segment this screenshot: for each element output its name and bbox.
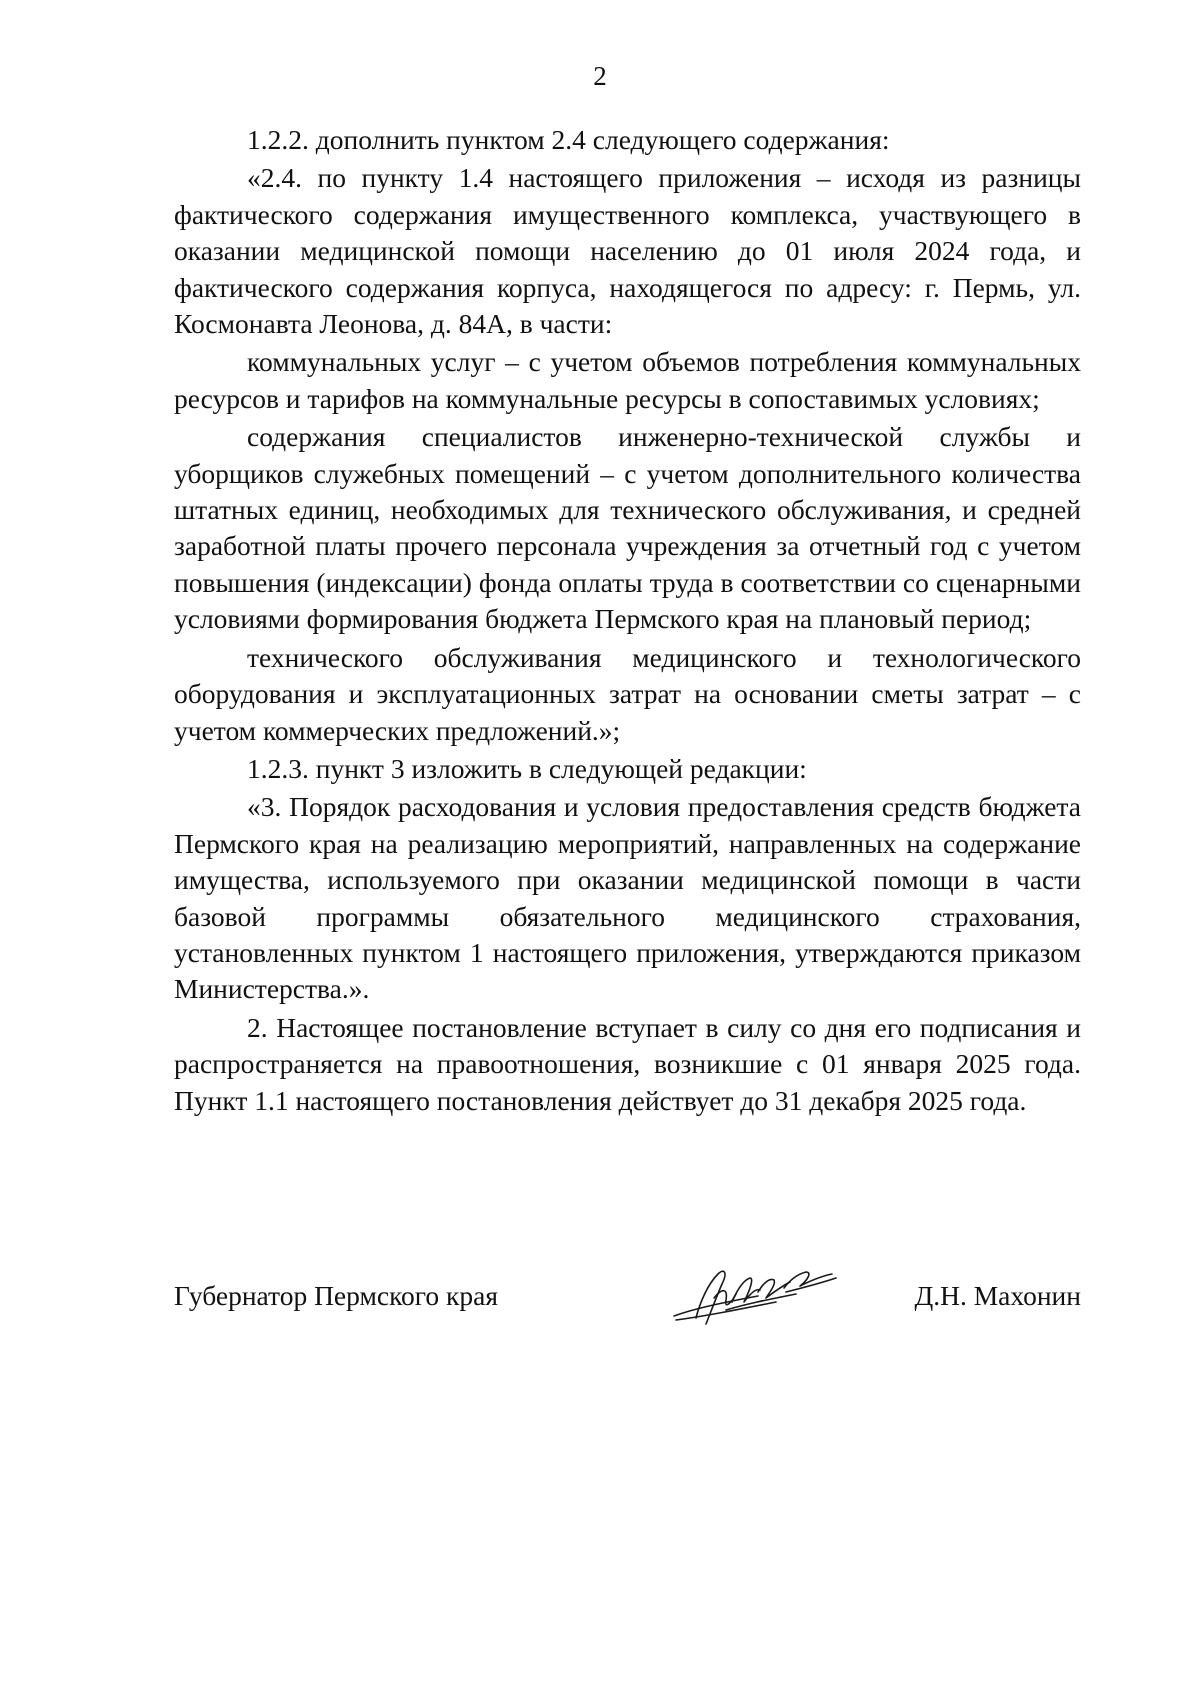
paragraph-1-2-2: 1.2.2. дополнить пунктом 2.4 следующего содержания:	[247, 124, 890, 155]
handwritten-signature-icon	[666, 1258, 846, 1338]
paragraph-effective-date: 2. Настоящее постановление вступает в силу со дня его подписания и распространяется на правоотношения, возникшие с 01 января 2025 года. Пункт 1.1 настоящего постановления действует до 31 декабря 2025 года.	[174, 1011, 1081, 1116]
page-number: 2	[593, 61, 607, 91]
paragraph-staff: содержания специалистов инженерно-технической службы и уборщиков служебных помещений – с учетом дополнительного количества штатных единиц, необходимых для технического обслуживания, и средней заработной платы прочего персонала учреждения за отчетный год с учетом повышения (индексации) фонда оплаты труда в соответствии со сценарными условиями формирования бюджета Пермского края на плановый период;	[174, 421, 1081, 635]
signature-block	[174, 1266, 1081, 1336]
signatory-name: Д.Н. Махонин	[914, 1280, 1081, 1311]
paragraph-maintenance: технического обслуживания медицинского и технологического оборудования и эксплуатационных затрат на основании сметы затрат – с учетом коммерческих предложений.»;	[174, 641, 1081, 746]
paragraph-utilities: коммунальных услуг – с учетом объемов потребления коммунальных ресурсов и тарифов на коммунальные ресурсы в сопоставимых условиях;	[174, 346, 1081, 414]
paragraph-3: «3. Порядок расходования и условия предоставления средств бюджета Пермского края на реализацию мероприятий, направленных на содержание имущества, используемого при оказании медицинской помощи в части базовой программы обязательного медицинского страхования, установленных пунктом 1 настоящего приложения, утверждаются приказом Министерства.».	[174, 791, 1081, 1005]
paragraph-2-4: «2.4. по пункту 1.4 настоящего приложения – исходя из разницы фактического содержания имущественного комплекса, участвующего в оказании медицинской помощи населению до 01 июля 2024 года, и фактического содержания корпуса, находящегося по адресу: г. Пермь, ул. Космонавта Леонова, д. 84А, в части:	[174, 162, 1081, 340]
paragraph-1-2-3: 1.2.3. пункт 3 изложить в следующей редакции:	[247, 752, 807, 784]
document-body	[174, 122, 1081, 1119]
signatory-position: Губернатор Пермского края	[174, 1280, 498, 1311]
